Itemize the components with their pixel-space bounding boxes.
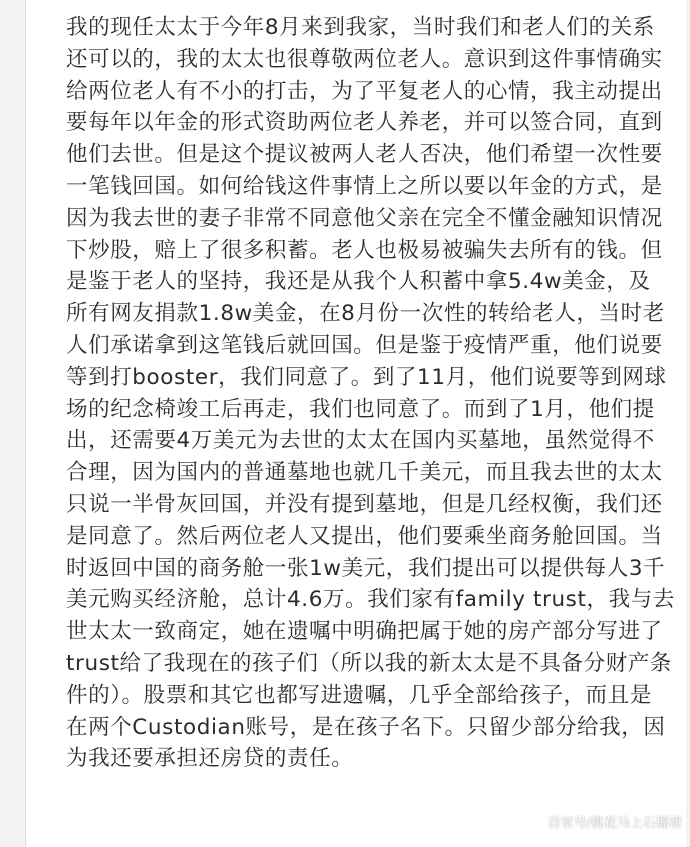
- text-line: 场的纪念椅竣工后再走，我们也同意了。而到了1月，他们提: [66, 396, 655, 422]
- text-line: 时返回中国的商务舱一张1w美元，我们提出可以提供每人3千: [66, 555, 666, 581]
- text-line: trust给了我现在的孩子们（所以我的新太太是不具备分财产条: [66, 650, 673, 676]
- text-line: 合理，因为国内的普通墓地也就几千美元，而且我去世的太太: [66, 460, 663, 486]
- text-line: 美元购买经济舱，总计4.6万。我们家有family trust，我与去: [66, 587, 675, 613]
- text-line: 一笔钱回国。如何给钱这件事情上之所以要以年金的方式，是: [66, 173, 663, 199]
- text-line: 人们承诺拿到这笔钱后就回国。但是鉴于疫情严重，他们说要: [66, 332, 663, 358]
- text-line: 要每年以年金的形式资助两位老人养老，并可以签合同，直到: [66, 110, 663, 136]
- article-body: [66, 12, 690, 775]
- text-line: 在两个Custodian账号，是在孩子名下。只留少部分给我，因: [66, 714, 666, 740]
- text-line: 下炒股，赔上了很多积蓄。老人也极易被骗失去所有的钱。但: [66, 237, 663, 263]
- text-line: 只说一半骨灰回国，并没有提到墓地，但是几经权衡，我们还: [66, 491, 663, 517]
- text-line: 是鉴于老人的坚持，我还是从我个人积蓄中拿5.4w美金，及: [66, 269, 651, 295]
- source-watermark: 百家号/桃花马上石榴裙: [547, 816, 682, 831]
- document-page: [25, 0, 686, 847]
- text-line: 所有网友捐款1.8w美金，在8月份一次性的转给老人，当时老: [66, 301, 665, 327]
- text-line: 世太太一致商定，她在遗嘱中明确把属于她的房产部分写进了: [66, 619, 663, 645]
- text-line: 因为我去世的妻子非常不同意他父亲在完全不懂金融知识情况: [66, 205, 663, 231]
- text-line: 出，还需要4万美元为去世的太太在国内买墓地，虽然觉得不: [66, 428, 655, 454]
- text-line: 还可以的，我的太太也很尊敬两位老人。意识到这件事情确实: [66, 46, 663, 72]
- text-line: 他们去世。但是这个提议被两人老人否决，他们希望一次性要: [66, 142, 663, 168]
- text-line: 给两位老人有不小的打击，为了平复老人的心情，我主动提出: [66, 78, 663, 104]
- text-line: 我的现任太太于今年8月来到我家，当时我们和老人们的关系: [66, 15, 655, 40]
- text-line: 件的）。股票和其它也都写进遗嘱，几乎全部给孩子，而且是: [66, 682, 652, 708]
- text-line: 是同意了。然后两位老人又提出，他们要乘坐商务舱回国。当: [66, 523, 663, 549]
- text-line: 为我还要承担还房贷的责任。: [66, 746, 354, 772]
- text-line: 等到打booster，我们同意了。到了11月，他们说要等到网球: [66, 364, 667, 390]
